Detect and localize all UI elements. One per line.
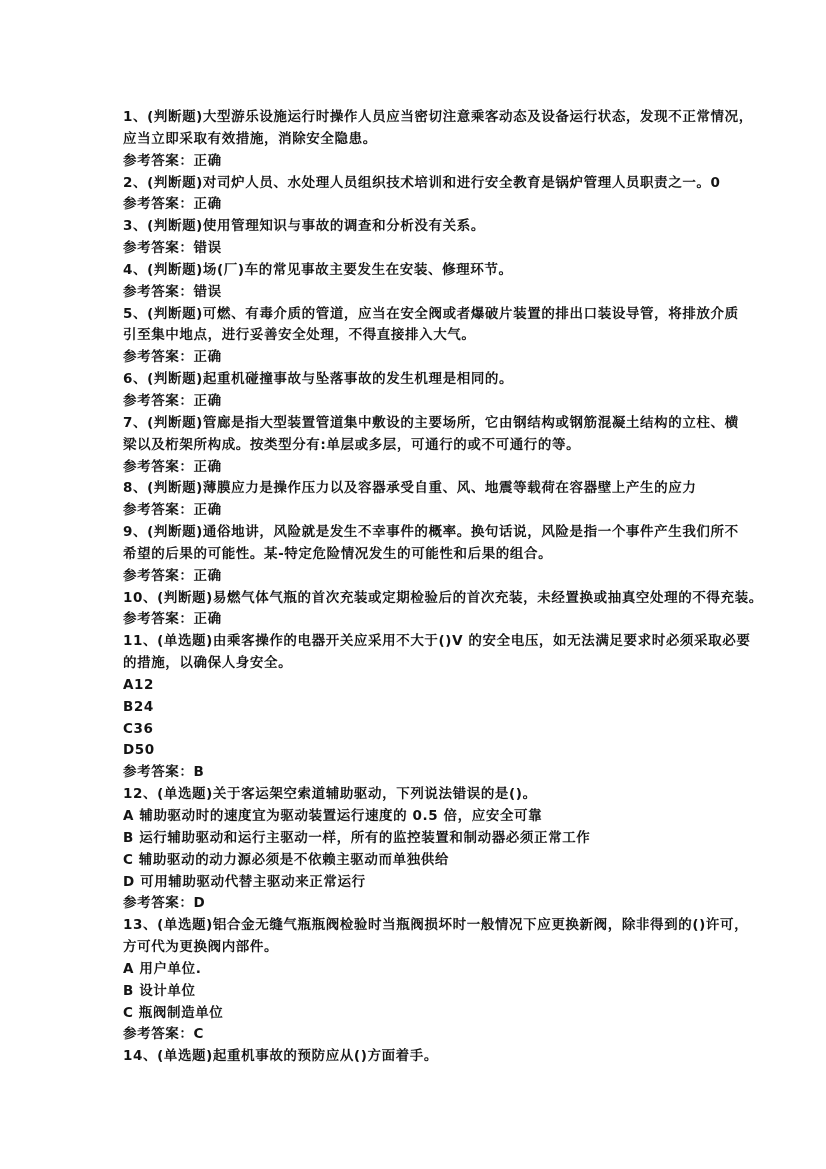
answer-line: 参考答案：正确: [123, 349, 222, 366]
answer-line: 参考答案：正确: [123, 152, 222, 169]
question-stem-line: 11、(单选题)由乘客操作的电器开关应采用不大于()V 的安全电压，如无法满足要求时必须采取必要: [123, 633, 751, 650]
answer-line: 参考答案：D: [123, 895, 206, 912]
question-stem-line: 2、(判断题)对司炉人员、水处理人员组织技术培训和进行安全教育是锅炉管理人员职责之一。0: [123, 174, 721, 191]
question-stem-line: 13、(单选题)铝合金无缝气瓶瓶阀检验时当瓶阀损坏时一般情况下应更换新阀，除非得到的()许可，: [123, 917, 749, 934]
answer-line: 参考答案：正确: [123, 458, 222, 475]
question-stem-line: 8、(判断题)薄膜应力是操作压力以及容器承受自重、风、地震等载荷在容器壁上产生的应力: [123, 480, 697, 497]
question-stem-line: 6、(判断题)起重机碰撞事故与坠落事故的发生机理是相同的。: [123, 371, 514, 388]
answer-line: 参考答案：C: [123, 1026, 205, 1043]
option-line: B 运行辅助驱动和运行主驱动一样，所有的监控装置和制动器必须正常工作: [123, 829, 591, 846]
question-stem-line: 14、(单选题)起重机事故的预防应从()方面着手。: [123, 1048, 438, 1065]
answer-line: 参考答案：B: [123, 764, 205, 781]
option-line: A 用户单位.: [123, 960, 202, 977]
question-stem-line: 12、(单选题)关于客运架空索道辅助驱动，下列说法错误的是()。: [123, 786, 537, 803]
question-stem-line: 4、(判断题)场(厂)车的常见事故主要发生在安装、修理环节。: [123, 261, 513, 278]
document-body: [123, 107, 763, 1068]
option-line: B 设计单位: [123, 982, 196, 999]
option-line: C 辅助驱动的动力源必须是不依赖主驱动而单独供给: [123, 851, 450, 868]
option-line: B24: [123, 698, 154, 715]
option-line: A12: [123, 676, 155, 693]
option-line: C 瓶阀制造单位: [123, 1004, 224, 1021]
question-stem-line: 方可代为更换阀内部件。: [123, 939, 279, 956]
question-stem-line: 10、(判断题)易燃气体气瓶的首次充装或定期检验后的首次充装，未经置换或抽真空处理的不得充装。: [123, 589, 763, 606]
question-stem-line: 引至集中地点，进行妥善安全处理，不得直接排入大气。: [123, 327, 476, 344]
option-line: C36: [123, 720, 154, 737]
question-stem-line: 7、(判断题)管廊是指大型装置管道集中敷设的主要场所，它由钢结构或钢筋混凝土结构的立柱、横: [123, 414, 739, 431]
answer-line: 参考答案：错误: [123, 240, 222, 257]
option-line: D50: [123, 742, 155, 759]
question-stem-line: 9、(判断题)通俗地讲，风险就是发生不幸事件的概率。换句话说，风险是指一个事件产生我们所不: [123, 524, 739, 541]
question-stem-line: 5、(判断题)可燃、有毒介质的管道，应当在安全阀或者爆破片装置的排出口装设导管，将排放介质: [123, 305, 739, 322]
answer-line: 参考答案：错误: [123, 283, 222, 300]
answer-line: 参考答案：正确: [123, 567, 222, 584]
answer-line: 参考答案：正确: [123, 611, 222, 628]
question-stem-line: 的措施，以确保人身安全。: [123, 655, 293, 672]
option-line: A 辅助驱动时的速度宜为驱动装置运行速度的 0.5 倍，应安全可靠: [123, 808, 543, 824]
question-stem-line: 1、(判断题)大型游乐设施运行时操作人员应当密切注意乘客动态及设备运行状态，发现不正常情况，: [123, 109, 753, 125]
question-stem-line: 梁以及桁架所构成。按类型分有:单层或多层，可通行的或不可通行的等。: [123, 436, 581, 453]
answer-line: 参考答案：正确: [123, 392, 222, 409]
question-stem-line: 3、(判断题)使用管理知识与事故的调查和分析没有关系。: [123, 218, 485, 235]
question-stem-line: 希望的后果的可能性。某-特定危险情况发生的可能性和后果的组合。: [123, 545, 553, 562]
question-stem-line: 应当立即采取有效措施，消除安全隐患。: [123, 130, 377, 147]
option-line: D 可用辅助驱动代替主驱动来正常运行: [123, 873, 366, 890]
answer-line: 参考答案：正确: [123, 502, 222, 519]
answer-line: 参考答案：正确: [123, 196, 222, 213]
